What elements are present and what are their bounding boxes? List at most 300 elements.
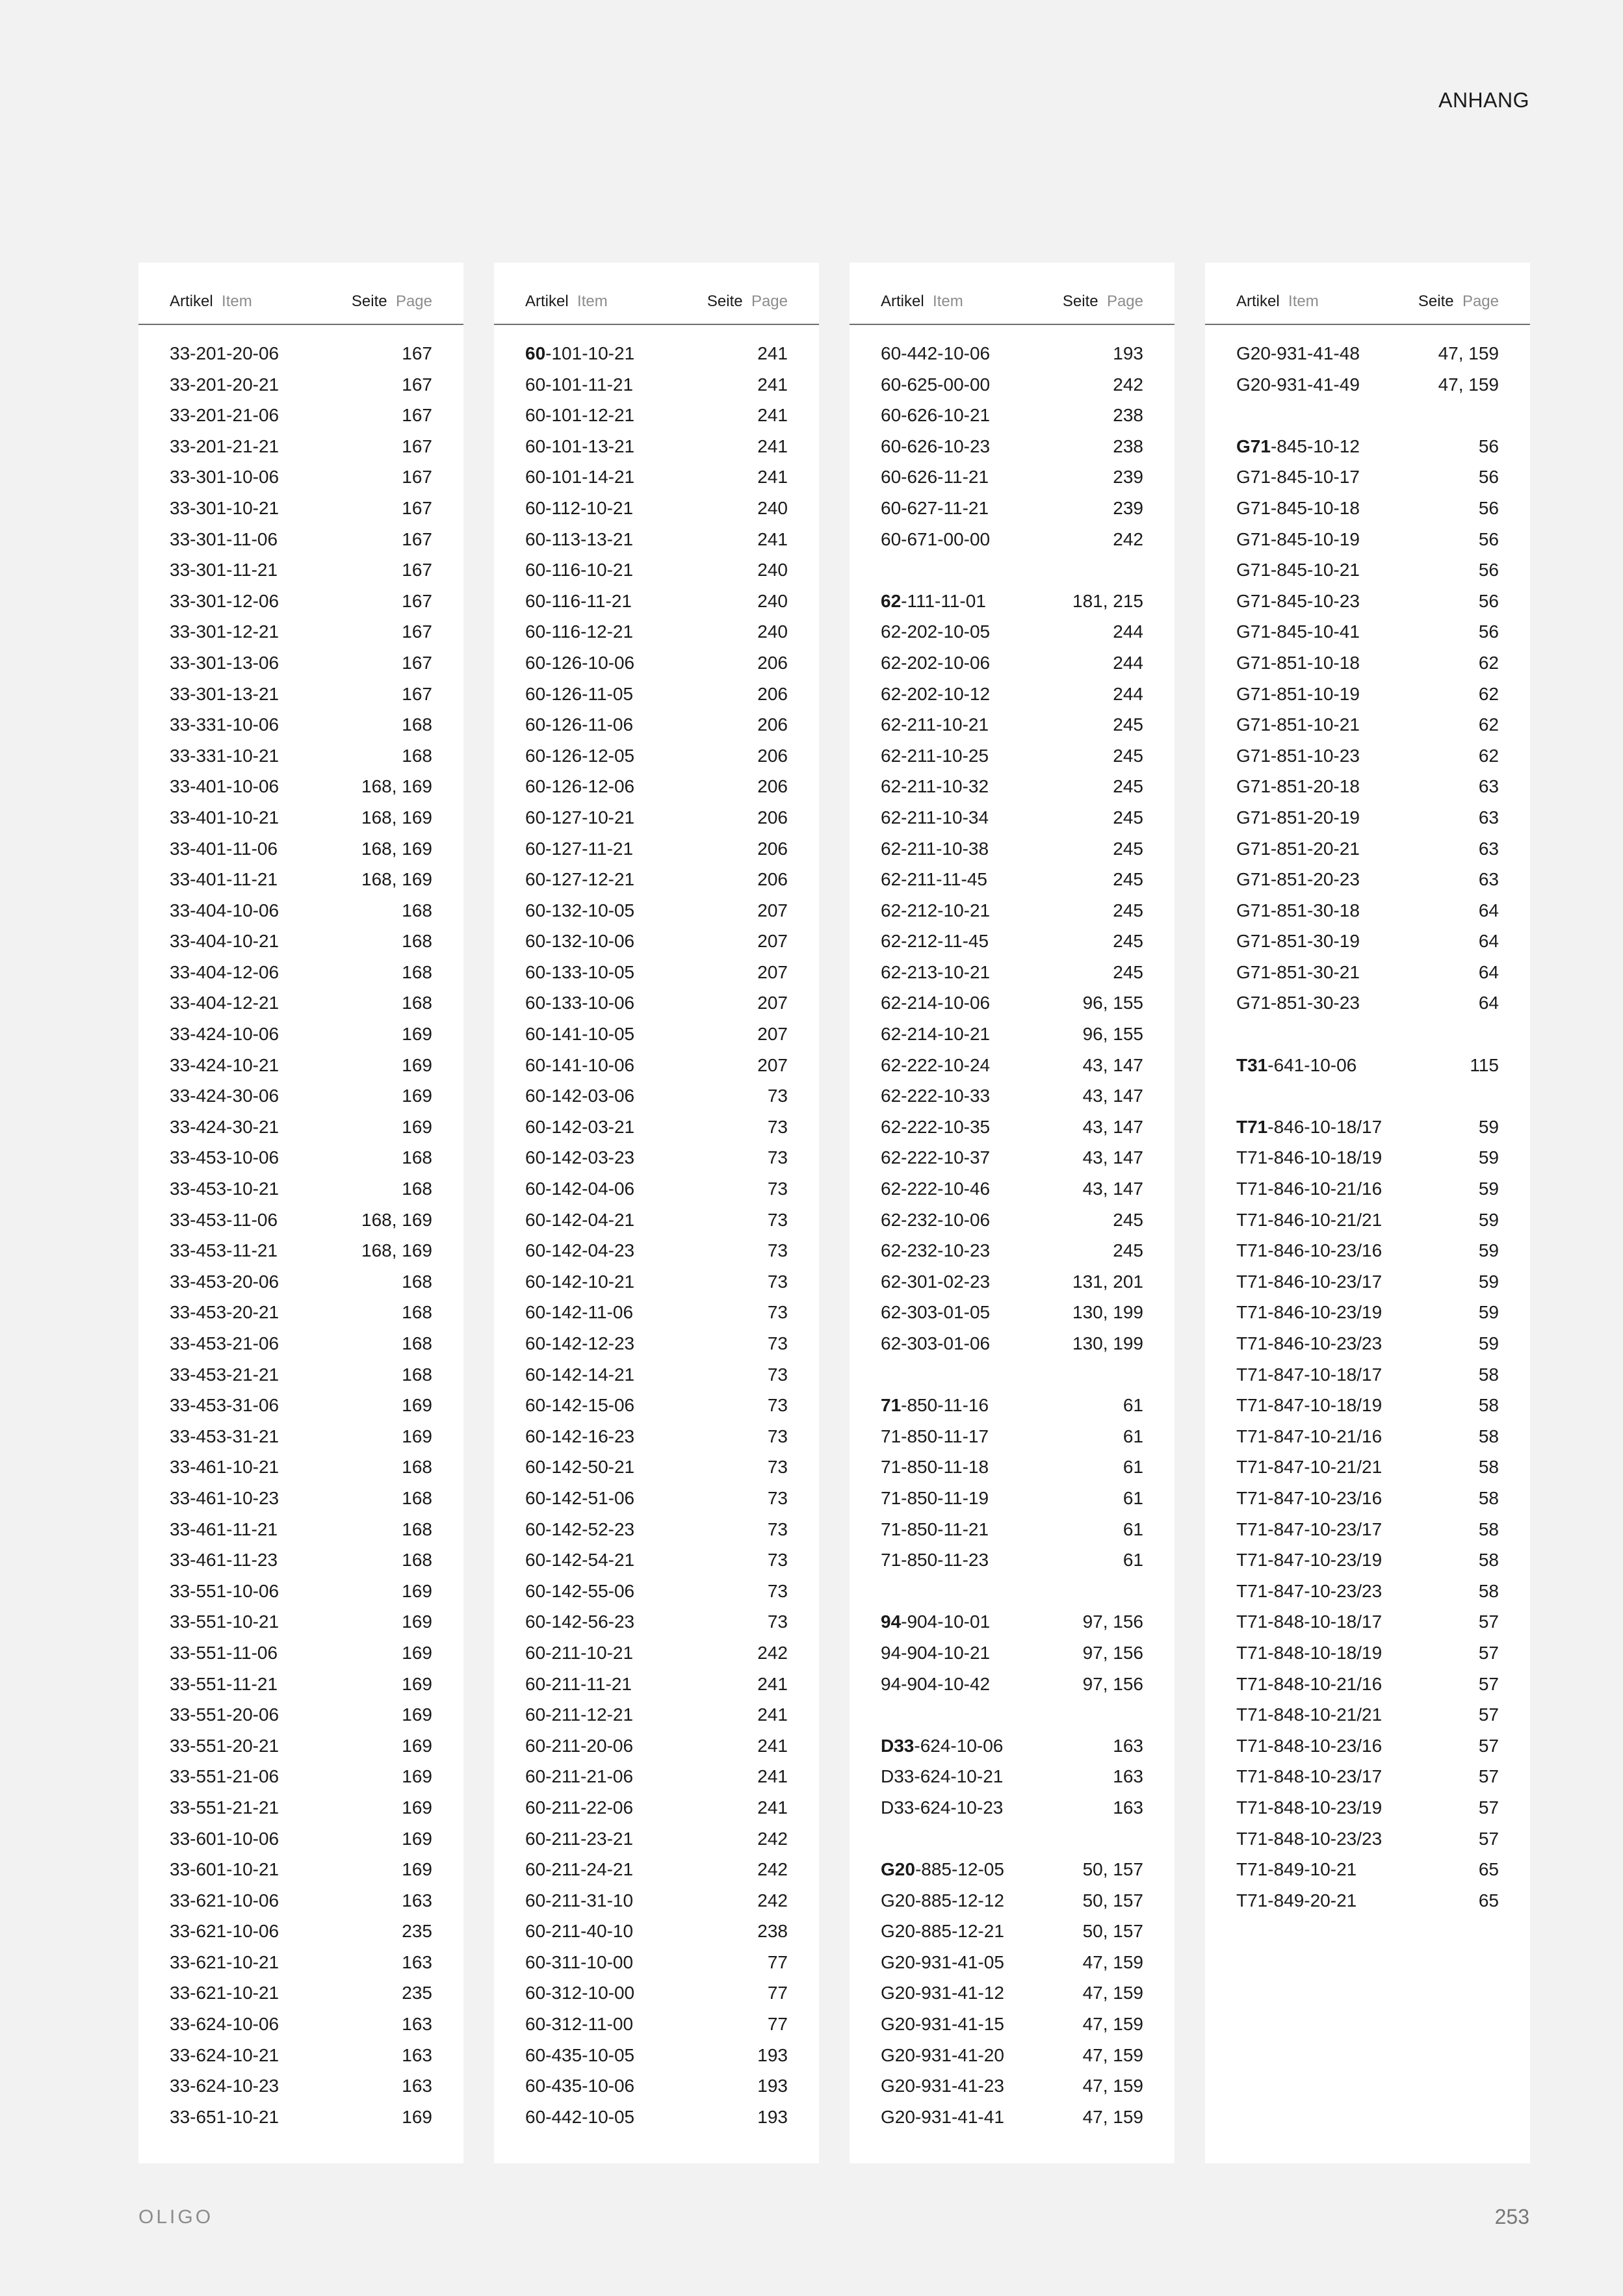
index-row bbox=[881, 1916, 1143, 1947]
item-number bbox=[1236, 1545, 1382, 1576]
index-row bbox=[1236, 1452, 1499, 1483]
item-code: T71-846-10-18/19 bbox=[1236, 1147, 1383, 1168]
item-number bbox=[525, 1019, 634, 1050]
item-number bbox=[170, 369, 279, 400]
column-header bbox=[525, 289, 788, 315]
item-number bbox=[1236, 493, 1360, 524]
item-code: 71-850-11-17 bbox=[881, 1426, 989, 1446]
item-number bbox=[170, 1205, 278, 1236]
item-number bbox=[881, 1112, 990, 1143]
page-reference: 169 bbox=[402, 1642, 432, 1663]
index-row bbox=[170, 2009, 432, 2040]
item-code: 33-424-30-21 bbox=[170, 1116, 279, 1137]
item-code: T71-847-10-18/19 bbox=[1236, 1395, 1383, 1416]
item-code: T71-847-10-23/23 bbox=[1236, 1580, 1383, 1601]
item-number bbox=[525, 431, 634, 462]
item-code: D33-624-10-21 bbox=[881, 1766, 1004, 1787]
item-number bbox=[525, 740, 634, 772]
item-code: 33-453-11-06 bbox=[170, 1209, 278, 1230]
index-row bbox=[170, 1142, 432, 1173]
page-reference: 169 bbox=[402, 2106, 432, 2127]
item-code: 62-222-10-24 bbox=[881, 1054, 991, 1075]
item-code: 33-621-10-06 bbox=[170, 1921, 279, 1942]
page-reference: 168 bbox=[402, 1302, 432, 1323]
item-number bbox=[170, 2102, 279, 2133]
index-row bbox=[881, 586, 1143, 617]
index-row bbox=[525, 462, 788, 493]
index-row bbox=[1236, 987, 1499, 1019]
index-row bbox=[881, 462, 1143, 493]
page-reference: 207 bbox=[757, 961, 788, 982]
index-row bbox=[525, 1699, 788, 1730]
item-code: 60-132-10-05 bbox=[525, 900, 635, 920]
group-spacer bbox=[1236, 400, 1499, 431]
index-row bbox=[170, 709, 432, 740]
page-reference: 58 bbox=[1478, 1550, 1499, 1571]
item-code: G71-845-10-19 bbox=[1236, 528, 1360, 549]
item-number bbox=[170, 987, 279, 1019]
item-code: 60-142-04-06 bbox=[525, 1179, 635, 1199]
item-code: 62-202-10-06 bbox=[881, 652, 991, 673]
page-reference: 169 bbox=[402, 1426, 432, 1446]
index-row bbox=[525, 1637, 788, 1669]
index-row bbox=[881, 524, 1143, 555]
page-reference: 240 bbox=[757, 621, 788, 642]
page-reference: 73 bbox=[767, 1147, 788, 1168]
item-code: T71-848-10-23/19 bbox=[1236, 1797, 1383, 1818]
item-code: G71-851-30-23 bbox=[1236, 993, 1360, 1013]
index-row bbox=[170, 1112, 432, 1143]
group-spacer bbox=[881, 1823, 1143, 1855]
page-reference: 163 bbox=[402, 2014, 432, 2035]
item-number bbox=[525, 647, 634, 679]
page-reference: 56 bbox=[1478, 621, 1499, 642]
item-code: 33-601-10-21 bbox=[170, 1859, 279, 1880]
index-row bbox=[1236, 1854, 1499, 1885]
index-row bbox=[525, 1514, 788, 1545]
index-row bbox=[881, 2102, 1143, 2133]
item-number bbox=[881, 1792, 1003, 1823]
item-code: 71-850-11-18 bbox=[881, 1457, 989, 1478]
page-reference: 57 bbox=[1478, 1611, 1499, 1632]
page-reference: 61 bbox=[1123, 1550, 1143, 1571]
page-reference: 167 bbox=[402, 343, 432, 363]
index-row bbox=[525, 1854, 788, 1885]
page-reference: 241 bbox=[757, 405, 788, 426]
index-row bbox=[170, 462, 432, 493]
page-reference: 245 bbox=[1113, 1209, 1143, 1230]
page-reference: 169 bbox=[402, 1611, 432, 1632]
index-row bbox=[170, 1297, 432, 1328]
item-number bbox=[170, 771, 279, 802]
index-row bbox=[170, 1359, 432, 1390]
item-code: 33-201-20-21 bbox=[170, 374, 279, 395]
item-number bbox=[881, 1235, 990, 1266]
index-row bbox=[170, 895, 432, 926]
index-row bbox=[170, 1977, 432, 2009]
page-reference: 169 bbox=[402, 1859, 432, 1880]
item-label-en: Item bbox=[222, 293, 252, 310]
page-reference: 97, 156 bbox=[1082, 1673, 1143, 1694]
item-number bbox=[170, 1080, 279, 1112]
item-code: 60-116-10-21 bbox=[525, 560, 634, 581]
index-row bbox=[525, 1142, 788, 1173]
index-row bbox=[525, 1173, 788, 1205]
index-row bbox=[170, 1854, 432, 1885]
item-code: 62-222-10-35 bbox=[881, 1116, 991, 1137]
page-reference: 58 bbox=[1478, 1426, 1499, 1446]
index-row bbox=[1236, 431, 1499, 462]
item-code: -111-11-01 bbox=[901, 590, 986, 611]
item-code: 60-211-10-21 bbox=[525, 1642, 634, 1663]
page-reference: 167 bbox=[402, 652, 432, 673]
item-number bbox=[881, 647, 990, 679]
item-label-de: Artikel bbox=[881, 293, 924, 310]
item-code: 33-404-10-06 bbox=[170, 900, 279, 920]
index-row bbox=[170, 2040, 432, 2071]
page-reference: 58 bbox=[1478, 1364, 1499, 1385]
item-number bbox=[881, 740, 989, 772]
item-code: 62-222-10-46 bbox=[881, 1179, 991, 1199]
item-code: 62-211-11-45 bbox=[881, 869, 987, 890]
item-code: T71-846-10-23/17 bbox=[1236, 1271, 1383, 1292]
index-row bbox=[881, 740, 1143, 772]
item-code: G71-851-20-18 bbox=[1236, 776, 1360, 797]
index-row bbox=[881, 987, 1143, 1019]
item-number bbox=[170, 1390, 279, 1421]
page-reference: 235 bbox=[402, 1921, 432, 1942]
index-row bbox=[170, 740, 432, 772]
page-reference: 115 bbox=[1470, 1054, 1499, 1075]
item-number bbox=[1236, 1235, 1382, 1266]
item-code: 62-214-10-21 bbox=[881, 1024, 991, 1045]
page-reference: 206 bbox=[757, 776, 788, 797]
page-reference: 43, 147 bbox=[1082, 1054, 1143, 1075]
item-code: T71-846-10-23/19 bbox=[1236, 1302, 1383, 1323]
item-number bbox=[881, 1730, 1003, 1762]
index-row bbox=[881, 1112, 1143, 1143]
page-reference: 245 bbox=[1113, 776, 1143, 797]
item-code: -846-10-18/17 bbox=[1267, 1116, 1383, 1137]
index-row bbox=[170, 647, 432, 679]
item-code: 62-212-10-21 bbox=[881, 900, 991, 920]
index-row bbox=[881, 1297, 1143, 1328]
item-number bbox=[881, 1390, 989, 1421]
page-reference: 238 bbox=[1113, 405, 1143, 426]
item-code: 33-301-11-21 bbox=[170, 560, 278, 581]
index-row bbox=[525, 1730, 788, 1762]
index-row bbox=[881, 1452, 1143, 1483]
page-reference: 58 bbox=[1478, 1487, 1499, 1508]
page-reference: 47, 159 bbox=[1082, 2014, 1143, 2035]
index-row bbox=[881, 1637, 1143, 1669]
page-reference: 239 bbox=[1113, 467, 1143, 488]
page-label-de: Seite bbox=[1062, 293, 1098, 310]
item-code: 33-301-12-21 bbox=[170, 621, 279, 642]
column-rows bbox=[170, 338, 432, 2132]
item-code: 33-624-10-21 bbox=[170, 2044, 279, 2065]
item-code: 62-214-10-06 bbox=[881, 993, 991, 1013]
page-reference: 167 bbox=[402, 528, 432, 549]
index-row bbox=[525, 2009, 788, 2040]
item-code: T71-848-10-18/17 bbox=[1236, 1611, 1383, 1632]
index-row bbox=[881, 1977, 1143, 2009]
item-code: G20-931-41-48 bbox=[1236, 343, 1360, 363]
item-number bbox=[170, 554, 278, 586]
page-reference: 163 bbox=[1113, 1797, 1143, 1818]
page-label-de: Seite bbox=[1418, 293, 1454, 310]
item-number bbox=[881, 987, 990, 1019]
page-reference: 163 bbox=[402, 1951, 432, 1972]
page-reference: 241 bbox=[757, 1766, 788, 1787]
item-group-prefix: T31 bbox=[1236, 1054, 1268, 1075]
item-number bbox=[170, 616, 279, 647]
item-number bbox=[1236, 1297, 1382, 1328]
item-number bbox=[170, 1669, 278, 1700]
item-code: 33-201-20-06 bbox=[170, 343, 279, 363]
page-reference: 73 bbox=[767, 1271, 788, 1292]
item-code: 33-331-10-06 bbox=[170, 714, 279, 735]
index-row bbox=[525, 771, 788, 802]
page-reference: 245 bbox=[1113, 1240, 1143, 1261]
item-code: -845-10-12 bbox=[1270, 436, 1360, 456]
page-reference: 163 bbox=[1113, 1766, 1143, 1787]
page-reference: 169 bbox=[402, 1735, 432, 1756]
page-reference: 168 bbox=[402, 745, 432, 766]
page-reference: 244 bbox=[1113, 652, 1143, 673]
item-code: 33-453-20-06 bbox=[170, 1271, 279, 1292]
index-row bbox=[1236, 1823, 1499, 1855]
page-reference: 130, 199 bbox=[1072, 1333, 1143, 1353]
item-code: 62-202-10-05 bbox=[881, 621, 991, 642]
index-row bbox=[1236, 1637, 1499, 1669]
index-row bbox=[881, 431, 1143, 462]
item-number bbox=[1236, 1885, 1357, 1916]
index-row bbox=[170, 369, 432, 400]
index-row bbox=[881, 2009, 1143, 2040]
item-number bbox=[1236, 1142, 1382, 1173]
index-row bbox=[881, 1019, 1143, 1050]
page-reference: 58 bbox=[1478, 1457, 1499, 1478]
item-code: T71-847-10-21/16 bbox=[1236, 1426, 1383, 1446]
index-row bbox=[170, 771, 432, 802]
page-reference: 167 bbox=[402, 467, 432, 488]
index-row bbox=[1236, 1761, 1499, 1792]
index-row bbox=[170, 1947, 432, 1978]
item-number bbox=[881, 1483, 989, 1514]
item-number bbox=[881, 802, 989, 833]
item-number bbox=[170, 2009, 279, 2040]
item-code: T71-848-10-21/21 bbox=[1236, 1704, 1383, 1725]
item-number bbox=[1236, 1792, 1382, 1823]
item-code: 60-113-13-21 bbox=[525, 528, 634, 549]
page-reference: 65 bbox=[1478, 1859, 1499, 1880]
item-code: G20-931-41-49 bbox=[1236, 374, 1360, 395]
item-code: G71-851-30-18 bbox=[1236, 900, 1360, 920]
page-reference: 207 bbox=[757, 993, 788, 1013]
page-reference: 59 bbox=[1478, 1271, 1499, 1292]
page-reference: 168 bbox=[402, 1179, 432, 1199]
index-row bbox=[525, 647, 788, 679]
index-row bbox=[525, 2102, 788, 2133]
group-spacer bbox=[881, 554, 1143, 586]
item-number bbox=[881, 1452, 989, 1483]
item-code: 33-551-21-06 bbox=[170, 1766, 279, 1787]
index-row bbox=[881, 1792, 1143, 1823]
page-label-en: Page bbox=[751, 293, 788, 310]
item-code: 60-126-12-05 bbox=[525, 745, 635, 766]
page-reference: 47, 159 bbox=[1082, 1951, 1143, 1972]
index-row bbox=[1236, 1699, 1499, 1730]
index-row bbox=[1236, 338, 1499, 369]
page-reference: 73 bbox=[767, 1487, 788, 1508]
item-number bbox=[525, 1977, 634, 2009]
item-number bbox=[170, 833, 278, 865]
page-reference: 206 bbox=[757, 869, 788, 890]
item-number bbox=[525, 1545, 634, 1576]
item-number bbox=[170, 2040, 279, 2071]
page-reference: 169 bbox=[402, 1580, 432, 1601]
item-code: 60-211-40-10 bbox=[525, 1921, 634, 1942]
page-reference: 43, 147 bbox=[1082, 1147, 1143, 1168]
index-row bbox=[1236, 802, 1499, 833]
item-number bbox=[1236, 1173, 1382, 1205]
item-number bbox=[1236, 1730, 1382, 1762]
index-row bbox=[881, 493, 1143, 524]
item-number bbox=[525, 1328, 634, 1359]
item-code: T71-849-10-21 bbox=[1236, 1859, 1357, 1880]
index-row bbox=[881, 1514, 1143, 1545]
item-number bbox=[525, 1669, 632, 1700]
index-row bbox=[525, 895, 788, 926]
item-code: 33-301-13-06 bbox=[170, 652, 279, 673]
item-code: 33-401-11-21 bbox=[170, 869, 278, 890]
page-label-en: Page bbox=[1462, 293, 1499, 310]
item-code: 60-141-10-05 bbox=[525, 1024, 635, 1045]
item-number bbox=[170, 740, 279, 772]
column-rows bbox=[525, 338, 788, 2132]
page-reference: 169 bbox=[402, 1086, 432, 1106]
item-code: 33-461-11-23 bbox=[170, 1550, 278, 1571]
page-reference: 168, 169 bbox=[361, 1240, 432, 1261]
page-reference: 240 bbox=[757, 590, 788, 611]
group-spacer bbox=[881, 1359, 1143, 1390]
item-code: 60-127-10-21 bbox=[525, 807, 635, 828]
item-code: 60-211-11-21 bbox=[525, 1673, 632, 1694]
index-row bbox=[881, 771, 1143, 802]
item-group-prefix: 94 bbox=[881, 1611, 902, 1632]
item-code: 60-116-12-21 bbox=[525, 621, 634, 642]
item-number bbox=[881, 709, 989, 740]
index-row bbox=[170, 802, 432, 833]
item-number bbox=[1236, 1669, 1382, 1700]
item-code: 62-211-10-34 bbox=[881, 807, 989, 828]
page-reference: 43, 147 bbox=[1082, 1086, 1143, 1106]
index-row bbox=[881, 1854, 1143, 1885]
index-row bbox=[525, 2070, 788, 2102]
item-code: 60-142-12-23 bbox=[525, 1333, 635, 1353]
page-reference: 193 bbox=[757, 2076, 788, 2096]
index-row bbox=[525, 431, 788, 462]
index-row bbox=[1236, 616, 1499, 647]
item-number bbox=[525, 802, 634, 833]
index-row bbox=[525, 400, 788, 431]
index-row bbox=[881, 1761, 1143, 1792]
item-number bbox=[881, 2009, 1004, 2040]
page-reference: 163 bbox=[402, 1890, 432, 1911]
index-row bbox=[881, 1730, 1143, 1762]
item-number bbox=[170, 1142, 279, 1173]
item-number bbox=[170, 2070, 279, 2102]
item-label-en: Item bbox=[577, 293, 608, 310]
item-number bbox=[1236, 802, 1360, 833]
index-row bbox=[525, 1669, 788, 1700]
item-number bbox=[525, 1205, 634, 1236]
item-number bbox=[881, 1173, 990, 1205]
index-row bbox=[525, 1328, 788, 1359]
item-code: 62-211-10-21 bbox=[881, 714, 989, 735]
index-row bbox=[881, 369, 1143, 400]
item-number bbox=[1236, 1514, 1382, 1545]
item-code: T71-846-10-21/16 bbox=[1236, 1179, 1383, 1199]
item-number bbox=[525, 1606, 634, 1637]
index-row bbox=[881, 1483, 1143, 1514]
item-code: 94-904-10-21 bbox=[881, 1642, 991, 1663]
page-reference: 47, 159 bbox=[1082, 2044, 1143, 2065]
index-row bbox=[881, 2040, 1143, 2071]
index-row bbox=[170, 1576, 432, 1607]
index-row bbox=[1236, 1669, 1499, 1700]
item-number bbox=[170, 1266, 279, 1298]
page-reference: 57 bbox=[1478, 1766, 1499, 1787]
item-number bbox=[1236, 1205, 1382, 1236]
page-reference: 47, 159 bbox=[1438, 343, 1499, 363]
index-row bbox=[525, 1947, 788, 1978]
item-code: 60-132-10-06 bbox=[525, 931, 635, 952]
index-row bbox=[881, 802, 1143, 833]
index-row bbox=[1236, 586, 1499, 617]
item-code: 33-453-21-21 bbox=[170, 1364, 279, 1385]
page-reference: 240 bbox=[757, 497, 788, 518]
item-code: 60-142-03-21 bbox=[525, 1116, 635, 1137]
item-code: 33-424-10-06 bbox=[170, 1024, 279, 1045]
page-reference: 65 bbox=[1478, 1890, 1499, 1911]
item-number bbox=[1236, 864, 1360, 895]
item-number bbox=[525, 1173, 634, 1205]
index-row bbox=[525, 802, 788, 833]
index-row bbox=[170, 1328, 432, 1359]
page-reference: 73 bbox=[767, 1580, 788, 1601]
item-number bbox=[525, 709, 633, 740]
item-code: 33-551-20-06 bbox=[170, 1704, 279, 1725]
item-number bbox=[881, 493, 989, 524]
index-row bbox=[881, 709, 1143, 740]
item-number bbox=[881, 1297, 990, 1328]
item-code: 60-211-23-21 bbox=[525, 1828, 634, 1849]
page-reference: 62 bbox=[1478, 745, 1499, 766]
item-code: 62-211-10-32 bbox=[881, 776, 989, 797]
item-number bbox=[525, 895, 634, 926]
item-number bbox=[881, 2070, 1004, 2102]
item-code: G20-931-41-12 bbox=[881, 1983, 1004, 2003]
group-spacer bbox=[881, 1576, 1143, 1607]
page-reference: 73 bbox=[767, 1457, 788, 1478]
index-row bbox=[1236, 1606, 1499, 1637]
item-number bbox=[525, 2009, 633, 2040]
index-row bbox=[1236, 1205, 1499, 1236]
page-reference: 59 bbox=[1478, 1179, 1499, 1199]
item-code: T71-847-10-23/19 bbox=[1236, 1550, 1383, 1571]
